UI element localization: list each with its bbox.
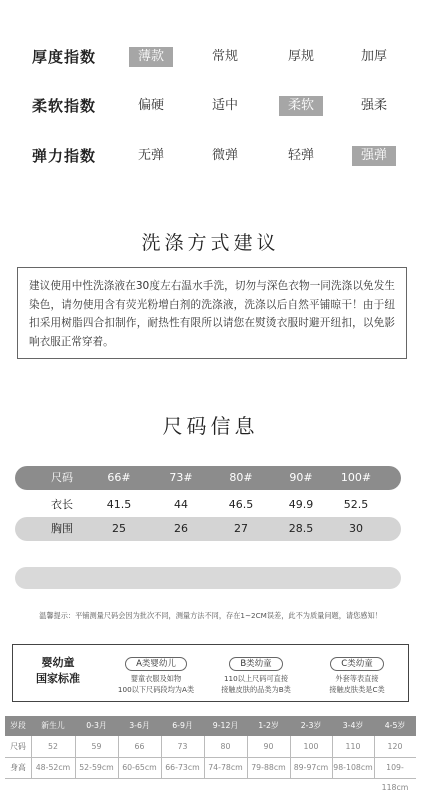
size-cell: 27 (234, 522, 248, 535)
class-a (108, 651, 204, 695)
age-row-height (5, 758, 416, 792)
age-cell: 89-97cm (293, 763, 329, 772)
size-header-cell: 100# (340, 471, 372, 484)
age-table-column-divider (247, 736, 248, 779)
size-header-cell: 90# (289, 471, 313, 484)
thickness-row (0, 45, 421, 69)
age-row-label: 身高 (10, 763, 26, 772)
age-header-cell: 1-2岁 (258, 721, 279, 730)
thickness-option-extra-thick: 加厚 (360, 49, 387, 64)
thickness-option-thin: 薄款 (129, 47, 173, 67)
age-cell: 74-78cm (208, 763, 243, 772)
age-table-divider (5, 757, 416, 758)
age-cell: 60-65cm (122, 763, 157, 772)
standard-title-line2: 国家标准 (36, 672, 80, 685)
age-row-label: 尺码 (10, 742, 26, 751)
age-cell: 90 (263, 742, 274, 751)
size-header-cell: 73# (169, 471, 193, 484)
elasticity-label: 弹力指数 (32, 147, 97, 165)
size-title: 尺码信息 (162, 414, 259, 438)
age-cell: 109-118cm (381, 763, 409, 792)
age-row-size (5, 737, 416, 758)
age-table-column-divider (31, 736, 32, 779)
elasticity-option-none: 无弹 (137, 148, 164, 163)
age-table-column-divider (290, 736, 291, 779)
softness-row (0, 94, 421, 118)
size-cell: 26 (174, 522, 188, 535)
age-cell: 98-108cm (333, 763, 373, 772)
age-table-divider (5, 778, 416, 779)
class-c-line1: 外套等表直接 (335, 674, 379, 683)
class-c (309, 651, 405, 695)
standard-title-line1: 婴幼童 (41, 656, 75, 669)
age-table-column-divider (332, 736, 333, 779)
softness-label: 柔软指数 (32, 97, 97, 115)
size-row-label: 胸围 (51, 522, 73, 535)
class-b-line1: 110以上尺码可直接 (223, 674, 289, 683)
age-cell: 120 (387, 742, 403, 751)
size-cell: 30 (349, 522, 363, 535)
size-cell: 25 (112, 522, 126, 535)
age-header-cell: 9-12月 (212, 721, 239, 730)
thickness-option-thick: 厚规 (287, 49, 314, 64)
size-row-length (15, 493, 401, 517)
size-header-cell: 66# (107, 471, 131, 484)
size-table-empty-row (15, 567, 401, 589)
age-header-cell: 0-3月 (86, 721, 107, 730)
age-header-cell: 6-9月 (172, 721, 193, 730)
size-header-label: 尺码 (51, 471, 73, 484)
size-header-cell: 80# (229, 471, 253, 484)
age-table-column-divider (374, 736, 375, 779)
age-cell: 110 (345, 742, 361, 751)
age-table-column-divider (204, 736, 205, 779)
class-a-pill: A类婴幼儿 (125, 657, 187, 671)
size-row-label: 衣长 (51, 498, 73, 511)
standard-title (23, 655, 93, 687)
age-cell: 73 (177, 742, 188, 751)
class-a-line1: 婴童衣服及如物 (130, 674, 182, 683)
elasticity-row (0, 144, 421, 168)
class-c-pill: C类幼童 (330, 657, 383, 671)
size-cell: 28.5 (288, 522, 314, 535)
age-header-cell: 4-5岁 (384, 721, 406, 730)
age-cell: 48-52cm (35, 763, 71, 772)
care-title: 洗涤方式建议 (141, 232, 280, 254)
class-a-line2: 100以下尺码段均为A类 (117, 685, 195, 694)
size-cell: 41.5 (106, 498, 132, 511)
age-table-column-divider (161, 736, 162, 779)
age-header-cell: 岁段 (10, 721, 26, 730)
size-table-header (15, 466, 401, 490)
softness-option-medium: 适中 (211, 98, 238, 113)
size-cell: 44 (174, 498, 188, 511)
elasticity-option-light: 轻弹 (287, 148, 314, 163)
age-cell: 59 (91, 742, 102, 751)
standard-box (12, 644, 409, 702)
elasticity-option-strong: 强弹 (352, 146, 396, 166)
age-table-column-divider (75, 736, 76, 779)
elasticity-option-slight: 微弹 (211, 148, 238, 163)
age-cell: 52-59cm (79, 763, 114, 772)
thickness-label: 厚度指数 (32, 48, 97, 66)
age-table-header (5, 716, 416, 736)
size-row-chest (15, 517, 401, 541)
class-b-line2: 接触皮肤的品类为B类 (221, 685, 291, 694)
thickness-option-regular: 常规 (211, 49, 238, 64)
age-header-cell: 3-4岁 (342, 721, 364, 730)
age-header-cell: 3-6月 (129, 721, 150, 730)
softness-option-extra-soft: 强柔 (360, 98, 387, 113)
size-cell: 49.9 (288, 498, 314, 511)
size-cell: 52.5 (343, 498, 369, 511)
age-cell: 52 (48, 742, 58, 751)
age-header-cell: 新生儿 (41, 721, 65, 730)
softness-option-soft: 柔软 (279, 96, 323, 116)
age-header-cell: 2-3岁 (300, 721, 322, 730)
class-b (208, 651, 304, 695)
age-cell: 66-73cm (165, 763, 200, 772)
age-cell: 66 (134, 742, 145, 751)
size-cell: 46.5 (228, 498, 254, 511)
class-b-pill: B类幼童 (229, 657, 282, 671)
measurement-note: 温馨提示：平铺测量尺码会因为批次不同，测量方法不同，存在1~2CM误差，此不为质量问题，请您感知！ (39, 611, 382, 620)
age-cell: 80 (220, 742, 231, 751)
age-table-column-divider (118, 736, 119, 779)
softness-option-stiff: 偏硬 (137, 98, 164, 113)
age-cell: 100 (303, 742, 319, 751)
class-c-line2: 接触皮肤类是C类 (329, 685, 385, 694)
age-cell: 79-88cm (251, 763, 286, 772)
care-text: 建议使用中性洗涤液在30度左右温水手洗，切勿与深色衣物一同洗涤以免发生染色，请勿使用含有荧光粉增白剂的洗涤液，洗涤以后自然平铺晾干！由于纽扣采用树脂四合扣制作，耐热性有限所以请您在熨烫衣服时避开纽扣，以免影响衣服正常穿着。 (17, 267, 407, 359)
